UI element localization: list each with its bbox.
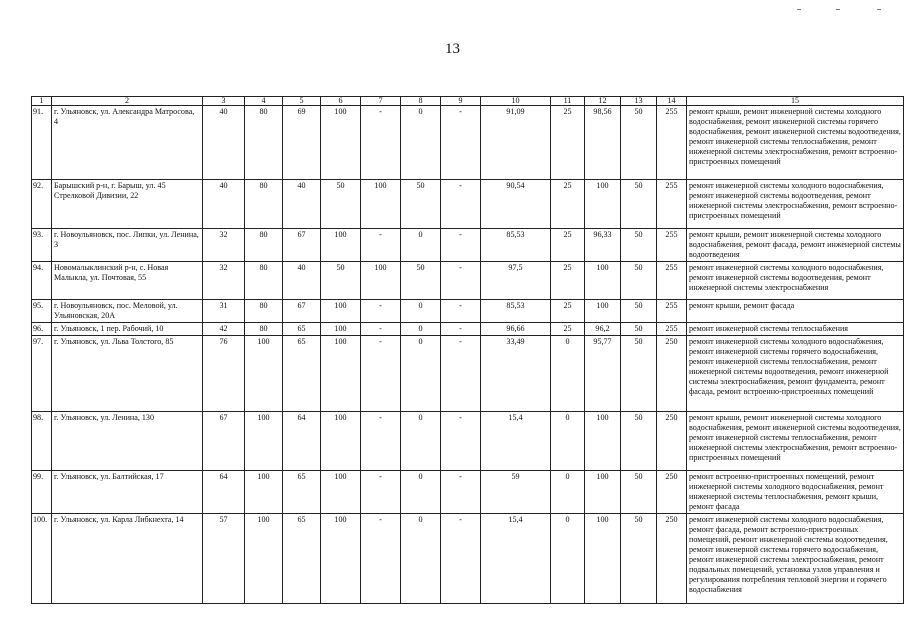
column-header-3: 3 xyxy=(203,97,245,106)
cell-col-11: 25 xyxy=(551,323,585,336)
cell-col-8: 0 xyxy=(401,300,441,323)
cell-col-4: 100 xyxy=(245,514,283,604)
cell-col-6: 50 xyxy=(321,180,361,229)
cell-col-6: 100 xyxy=(321,106,361,180)
cell-col-13: 50 xyxy=(621,229,657,262)
table-row xyxy=(32,412,904,471)
cell-col-12: 96,2 xyxy=(585,323,621,336)
cell-col-7: - xyxy=(361,229,401,262)
cell-col-13: 50 xyxy=(621,262,657,300)
cell-col-7: - xyxy=(361,323,401,336)
cell-col-12: 100 xyxy=(585,300,621,323)
cell-col-14: 255 xyxy=(657,323,687,336)
cell-col-9: - xyxy=(441,229,481,262)
cell-col-6: 100 xyxy=(321,514,361,604)
cell-col-11: 25 xyxy=(551,180,585,229)
cell-col-5: 65 xyxy=(283,336,321,412)
cell-col-7: 100 xyxy=(361,262,401,300)
cell-col-8: 0 xyxy=(401,471,441,514)
scan-mark xyxy=(836,9,840,10)
cell-col-11: 25 xyxy=(551,106,585,180)
cell-col-8: 50 xyxy=(401,262,441,300)
row-number-cell: 100. xyxy=(32,514,52,604)
table-body xyxy=(32,97,904,604)
cell-col-9: - xyxy=(441,262,481,300)
row-number-cell: 98. xyxy=(32,412,52,471)
cell-col-10: 33,49 xyxy=(481,336,551,412)
column-header-1: 1 xyxy=(32,97,52,106)
cell-col-4: 100 xyxy=(245,412,283,471)
cell-col-3: 32 xyxy=(203,229,245,262)
cell-col-4: 100 xyxy=(245,336,283,412)
cell-col-3: 32 xyxy=(203,262,245,300)
cell-col-12: 96,33 xyxy=(585,229,621,262)
cell-col-10: 96,66 xyxy=(481,323,551,336)
cell-col-13: 50 xyxy=(621,412,657,471)
address-cell: г. Ульяновск, ул. Балтийская, 17 xyxy=(52,471,203,514)
cell-col-14: 255 xyxy=(657,262,687,300)
cell-col-7: - xyxy=(361,471,401,514)
cell-col-4: 80 xyxy=(245,300,283,323)
cell-col-11: 0 xyxy=(551,336,585,412)
table-row xyxy=(32,471,904,514)
works-cell: ремонт инженерной системы холодного водоснабжения, ремонт инженерной системы водоотведения, ремонт инженерной системы электроснабжения xyxy=(687,262,904,300)
cell-col-3: 67 xyxy=(203,412,245,471)
works-cell: ремонт инженерной системы холодного водоснабжения, ремонт инженерной системы водоотведения, ремонт инженерной системы электроснабжения, ремонт встроенно-пристроенных помещений xyxy=(687,180,904,229)
cell-col-5: 67 xyxy=(283,300,321,323)
cell-col-3: 31 xyxy=(203,300,245,323)
works-cell: ремонт инженерной системы холодного водоснабжения, ремонт инженерной системы горячего водоснабжения, ремонт инженерной системы теплоснабжения, ремонт инженерной системы водоотведения, ремонт инженерной системы электроснабжения, ремонт фундамента, ремонт фасада, ремонт встроенно-пристроенных помещений xyxy=(687,336,904,412)
table-row xyxy=(32,106,904,180)
cell-col-7: - xyxy=(361,300,401,323)
column-header-10: 10 xyxy=(481,97,551,106)
cell-col-12: 98,56 xyxy=(585,106,621,180)
scan-mark xyxy=(877,9,881,10)
column-header-9: 9 xyxy=(441,97,481,106)
cell-col-8: 0 xyxy=(401,412,441,471)
column-header-2: 2 xyxy=(52,97,203,106)
column-header-15: 15 xyxy=(687,97,904,106)
cell-col-3: 57 xyxy=(203,514,245,604)
cell-col-10: 15,4 xyxy=(481,412,551,471)
row-number-cell: 95. xyxy=(32,300,52,323)
column-header-5: 5 xyxy=(283,97,321,106)
cell-col-4: 80 xyxy=(245,262,283,300)
cell-col-11: 25 xyxy=(551,262,585,300)
cell-col-10: 97,5 xyxy=(481,262,551,300)
column-header-14: 14 xyxy=(657,97,687,106)
cell-col-5: 65 xyxy=(283,514,321,604)
works-cell: ремонт крыши, ремонт инженерной системы холодного водоснабжения, ремонт инженерной системы горячего водоснабжения, ремонт инженерной системы водоотведения, ремонт инженерной системы теплоснабжения, ремонт инженерной системы электроснабжения, ремонт встроенно-пристроенных помещений xyxy=(687,106,904,180)
column-header-13: 13 xyxy=(621,97,657,106)
cell-col-7: - xyxy=(361,336,401,412)
row-number-cell: 99. xyxy=(32,471,52,514)
cell-col-13: 50 xyxy=(621,471,657,514)
row-number-cell: 96. xyxy=(32,323,52,336)
column-header-6: 6 xyxy=(321,97,361,106)
works-cell: ремонт крыши, ремонт фасада xyxy=(687,300,904,323)
cell-col-3: 76 xyxy=(203,336,245,412)
cell-col-14: 250 xyxy=(657,514,687,604)
cell-col-11: 25 xyxy=(551,229,585,262)
cell-col-4: 100 xyxy=(245,471,283,514)
cell-col-13: 50 xyxy=(621,300,657,323)
works-cell: ремонт крыши, ремонт инженерной системы холодного водоснабжения, ремонт фасада, ремонт инженерной системы водоотведения xyxy=(687,229,904,262)
cell-col-12: 100 xyxy=(585,471,621,514)
cell-col-6: 100 xyxy=(321,471,361,514)
table-row xyxy=(32,323,904,336)
cell-col-5: 65 xyxy=(283,323,321,336)
cell-col-4: 80 xyxy=(245,106,283,180)
address-cell: Новомалыклинский р-н, с. Новая Малыкла, ул. Почтовая, 55 xyxy=(52,262,203,300)
cell-col-7: - xyxy=(361,106,401,180)
table-row xyxy=(32,262,904,300)
cell-col-14: 250 xyxy=(657,471,687,514)
cell-col-7: - xyxy=(361,412,401,471)
cell-col-9: - xyxy=(441,300,481,323)
column-header-11: 11 xyxy=(551,97,585,106)
cell-col-4: 80 xyxy=(245,229,283,262)
cell-col-9: - xyxy=(441,514,481,604)
cell-col-9: - xyxy=(441,471,481,514)
cell-col-10: 59 xyxy=(481,471,551,514)
header-row xyxy=(32,97,904,106)
cell-col-5: 69 xyxy=(283,106,321,180)
cell-col-13: 50 xyxy=(621,323,657,336)
cell-col-7: 100 xyxy=(361,180,401,229)
cell-col-3: 42 xyxy=(203,323,245,336)
cell-col-3: 40 xyxy=(203,180,245,229)
cell-col-12: 100 xyxy=(585,262,621,300)
table-row xyxy=(32,229,904,262)
cell-col-4: 80 xyxy=(245,323,283,336)
cell-col-4: 80 xyxy=(245,180,283,229)
cell-col-9: - xyxy=(441,412,481,471)
table-row xyxy=(32,514,904,604)
address-cell: г. Ульяновск, ул. Карла Либкнехта, 14 xyxy=(52,514,203,604)
address-cell: г. Ульяновск, ул. Льва Толстого, 85 xyxy=(52,336,203,412)
cell-col-9: - xyxy=(441,336,481,412)
row-number-cell: 94. xyxy=(32,262,52,300)
cell-col-6: 100 xyxy=(321,323,361,336)
address-cell: г. Ульяновск, ул. Александра Матросова, 4 xyxy=(52,106,203,180)
cell-col-12: 95,77 xyxy=(585,336,621,412)
cell-col-8: 0 xyxy=(401,514,441,604)
cell-col-14: 250 xyxy=(657,336,687,412)
works-cell: ремонт встроенно-пристроенных помещений, ремонт инженерной системы холодного водоснабжения, ремонт инженерной системы теплоснабжения, ремонт крыши, ремонт фасада xyxy=(687,471,904,514)
cell-col-12: 100 xyxy=(585,412,621,471)
row-number-cell: 92. xyxy=(32,180,52,229)
cell-col-9: - xyxy=(441,323,481,336)
cell-col-12: 100 xyxy=(585,514,621,604)
cell-col-13: 50 xyxy=(621,336,657,412)
cell-col-5: 40 xyxy=(283,262,321,300)
cell-col-10: 91,09 xyxy=(481,106,551,180)
cell-col-14: 255 xyxy=(657,106,687,180)
cell-col-14: 255 xyxy=(657,180,687,229)
cell-col-6: 100 xyxy=(321,300,361,323)
cell-col-6: 50 xyxy=(321,262,361,300)
cell-col-8: 0 xyxy=(401,323,441,336)
address-cell: г. Новоульяновск, пос. Меловой, ул. Ульяновская, 20А xyxy=(52,300,203,323)
works-cell: ремонт инженерной системы холодного водоснабжения, ремонт фасада, ремонт встроенно-пристроенных помещений, ремонт инженерной системы водоотведения, ремонт инженерной системы горячего водоснабжения, ремонт инженерной системы электроснабжения, ремонт подвальных помещений, установка узлов управления и регулирования потребления тепловой энергии и горячего водоснабжения xyxy=(687,514,904,604)
page-number: 13 xyxy=(445,41,460,57)
works-cell: ремонт крыши, ремонт инженерной системы холодного водоснабжения, ремонт инженерной системы водоотведения, ремонт инженерной системы теплоснабжения, ремонт инженерной системы электроснабжения, ремонт встроенно-пристроенных помещений xyxy=(687,412,904,471)
column-header-8: 8 xyxy=(401,97,441,106)
cell-col-6: 100 xyxy=(321,412,361,471)
cell-col-8: 0 xyxy=(401,106,441,180)
cell-col-5: 65 xyxy=(283,471,321,514)
cell-col-13: 50 xyxy=(621,514,657,604)
cell-col-14: 255 xyxy=(657,229,687,262)
address-cell: Барышский р-н, г. Барыш, ул. 45 Стрелковой Дивизии, 22 xyxy=(52,180,203,229)
row-number-cell: 97. xyxy=(32,336,52,412)
cell-col-7: - xyxy=(361,514,401,604)
cell-col-5: 67 xyxy=(283,229,321,262)
row-number-cell: 93. xyxy=(32,229,52,262)
cell-col-8: 50 xyxy=(401,180,441,229)
table-row xyxy=(32,300,904,323)
cell-col-11: 0 xyxy=(551,514,585,604)
address-cell: г. Новоульяновск, пос. Липки, ул. Ленина, 3 xyxy=(52,229,203,262)
address-cell: г. Ульяновск, 1 пер. Рабочий, 10 xyxy=(52,323,203,336)
cell-col-5: 40 xyxy=(283,180,321,229)
table-row xyxy=(32,336,904,412)
cell-col-9: - xyxy=(441,106,481,180)
cell-col-13: 50 xyxy=(621,106,657,180)
cell-col-10: 15,4 xyxy=(481,514,551,604)
cell-col-12: 100 xyxy=(585,180,621,229)
cell-col-10: 90,54 xyxy=(481,180,551,229)
cell-col-13: 50 xyxy=(621,180,657,229)
column-header-7: 7 xyxy=(361,97,401,106)
column-header-12: 12 xyxy=(585,97,621,106)
cell-col-3: 40 xyxy=(203,106,245,180)
works-cell: ремонт инженерной системы теплоснабжения xyxy=(687,323,904,336)
cell-col-14: 255 xyxy=(657,300,687,323)
cell-col-6: 100 xyxy=(321,229,361,262)
column-header-4: 4 xyxy=(245,97,283,106)
cell-col-8: 0 xyxy=(401,336,441,412)
cell-col-5: 64 xyxy=(283,412,321,471)
cell-col-3: 64 xyxy=(203,471,245,514)
cell-col-11: 0 xyxy=(551,471,585,514)
row-number-cell: 91. xyxy=(32,106,52,180)
table-row xyxy=(32,180,904,229)
cell-col-9: - xyxy=(441,180,481,229)
address-cell: г. Ульяновск, ул. Ленина, 130 xyxy=(52,412,203,471)
repair-schedule-table xyxy=(31,96,904,604)
cell-col-11: 25 xyxy=(551,300,585,323)
cell-col-6: 100 xyxy=(321,336,361,412)
cell-col-8: 0 xyxy=(401,229,441,262)
cell-col-10: 85,53 xyxy=(481,229,551,262)
cell-col-11: 0 xyxy=(551,412,585,471)
cell-col-10: 85,53 xyxy=(481,300,551,323)
cell-col-14: 250 xyxy=(657,412,687,471)
scan-mark xyxy=(797,9,801,10)
